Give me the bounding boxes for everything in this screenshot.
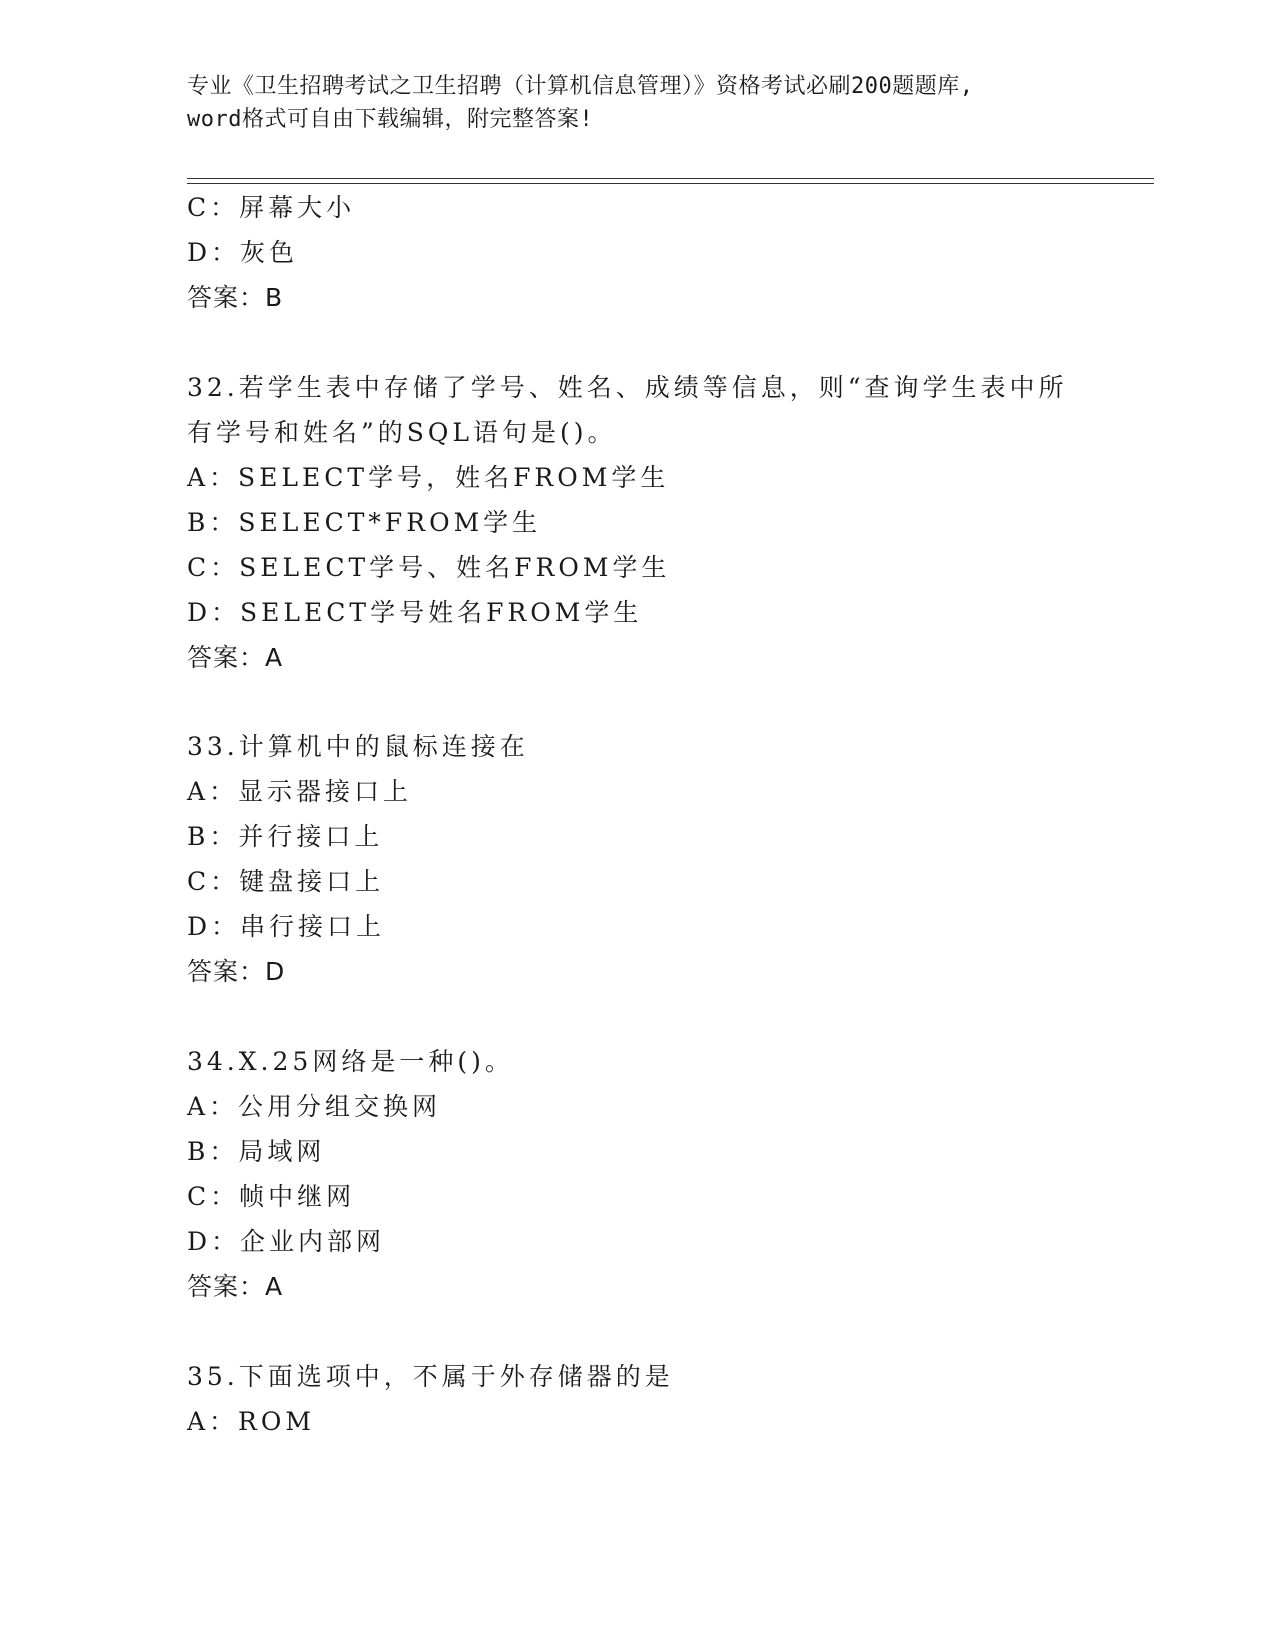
- q33-question: 33.计算机中的鼠标连接在: [187, 732, 529, 761]
- q34-option-d: D：企业内部网: [187, 1227, 386, 1256]
- q31-option-c: C：屏幕大小: [187, 193, 356, 222]
- q32-option-d: D：SELECT学号姓名FROM学生: [187, 598, 643, 627]
- q34-option-c: C：帧中继网: [187, 1182, 356, 1211]
- q32-question-line-1: 32.若学生表中存储了学号、姓名、成绩等信息，则“查询学生表中所: [187, 373, 1068, 402]
- q34-answer: 答案：A: [187, 1272, 284, 1301]
- document-header: [187, 70, 1087, 136]
- q31-option-d: D：灰色: [187, 238, 299, 267]
- header-title-line-2: word格式可自由下载编辑，附完整答案!: [187, 107, 594, 132]
- q33-option-a: A：显示器接口上: [187, 777, 413, 806]
- q33-answer: 答案：D: [187, 957, 286, 986]
- header-divider-bottom: [187, 183, 1154, 184]
- header-divider-top: [187, 178, 1154, 179]
- q33-option-d: D：串行接口上: [187, 912, 386, 941]
- q33-option-c: C：键盘接口上: [187, 867, 385, 896]
- q35-question: 35.下面选项中，不属于外存储器的是: [187, 1362, 674, 1391]
- q32-question-line-2: 有学号和姓名”的SQL语句是()。: [187, 418, 617, 447]
- q33-option-b: B：并行接口上: [187, 822, 384, 851]
- header-title-line-1: 专业《卫生招聘考试之卫生招聘（计算机信息管理）》资格考试必刷200题题库,: [187, 74, 974, 99]
- q32-option-a: A：SELECT学号，姓名FROM学生: [187, 463, 670, 492]
- q32-option-b: B：SELECT*FROM学生: [187, 508, 542, 537]
- q32-answer: 答案：A: [187, 643, 284, 672]
- q31-answer: 答案：B: [187, 283, 284, 312]
- q35-option-a: A：ROM: [187, 1407, 315, 1436]
- q34-question: 34.X.25网络是一种()。: [187, 1047, 514, 1076]
- q34-option-b: B：局域网: [187, 1137, 326, 1166]
- q32-option-c: C：SELECT学号、姓名FROM学生: [187, 553, 671, 582]
- q34-option-a: A：公用分组交换网: [187, 1092, 442, 1121]
